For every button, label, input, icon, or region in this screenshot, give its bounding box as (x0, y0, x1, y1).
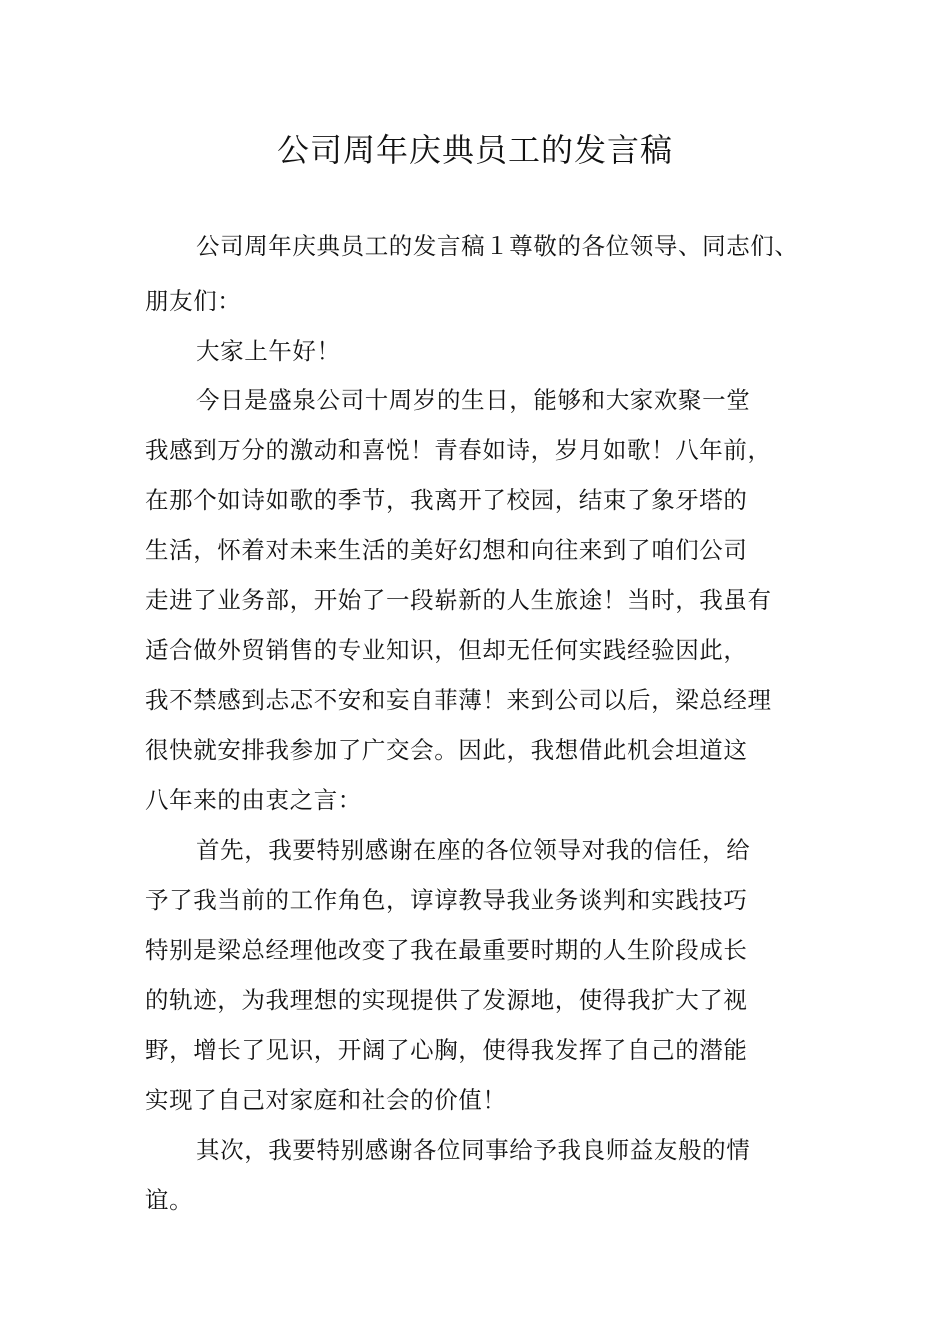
paragraph-4-line-6: 实现了自己对家庭和社会的价值！ (145, 1086, 507, 1114)
document-title: 公司周年庆典员工的发言稿 (276, 131, 673, 169)
paragraph-5-line-1: 其次，我要特别感谢各位同事给予我良师益友般的情 (196, 1136, 751, 1164)
paragraph-4-line-4: 的轨迹，为我理想的实现提供了发源地，使得我扩大了视 (145, 986, 748, 1014)
paragraph-1-line-2: 朋友们： (145, 287, 242, 315)
paragraph-4-line-3: 特别是梁总经理他改变了我在最重要时期的人生阶段成长 (145, 936, 748, 964)
paragraph-5-line-2: 谊。 (145, 1186, 194, 1214)
paragraph-3-line-4: 生活，怀着对未来生活的美好幻想和向往来到了咱们公司 (145, 536, 748, 564)
paragraph-3-line-8: 很快就安排我参加了广交会。因此，我想借此机会坦道这 (145, 736, 748, 764)
paragraph-1-line-1: 公司周年庆典员工的发言稿１尊敬的各位领导、同志们、 (196, 232, 799, 260)
paragraph-3-line-9: 八年来的由衷之言： (145, 786, 362, 814)
paragraph-3-line-2: 我感到万分的激动和喜悦！青春如诗，岁月如歌！八年前， (145, 436, 772, 464)
paragraph-3-line-5: 走进了业务部，开始了一段崭新的人生旅途！当时，我虽有 (145, 586, 772, 614)
paragraph-4-line-1: 首先，我要特别感谢在座的各位领导对我的信任，给 (196, 836, 751, 864)
paragraph-3-line-7: 我不禁感到忐忑不安和妄自菲薄！来到公司以后，梁总经理 (145, 686, 772, 714)
paragraph-4-line-2: 予了我当前的工作角色，谆谆教导我业务谈判和实践技巧 (145, 886, 748, 914)
paragraph-2-line-1: 大家上午好！ (196, 337, 341, 365)
paragraph-3-line-3: 在那个如诗如歌的季节，我离开了校园，结束了象牙塔的 (145, 486, 748, 514)
paragraph-4-line-5: 野，增长了见识，开阔了心胸，使得我发挥了自己的潜能 (145, 1036, 748, 1064)
paragraph-3-line-1: 今日是盛泉公司十周岁的生日，能够和大家欢聚一堂 (196, 386, 751, 414)
paragraph-3-line-6: 适合做外贸销售的专业知识，但却无任何实践经验因此， (145, 636, 748, 664)
